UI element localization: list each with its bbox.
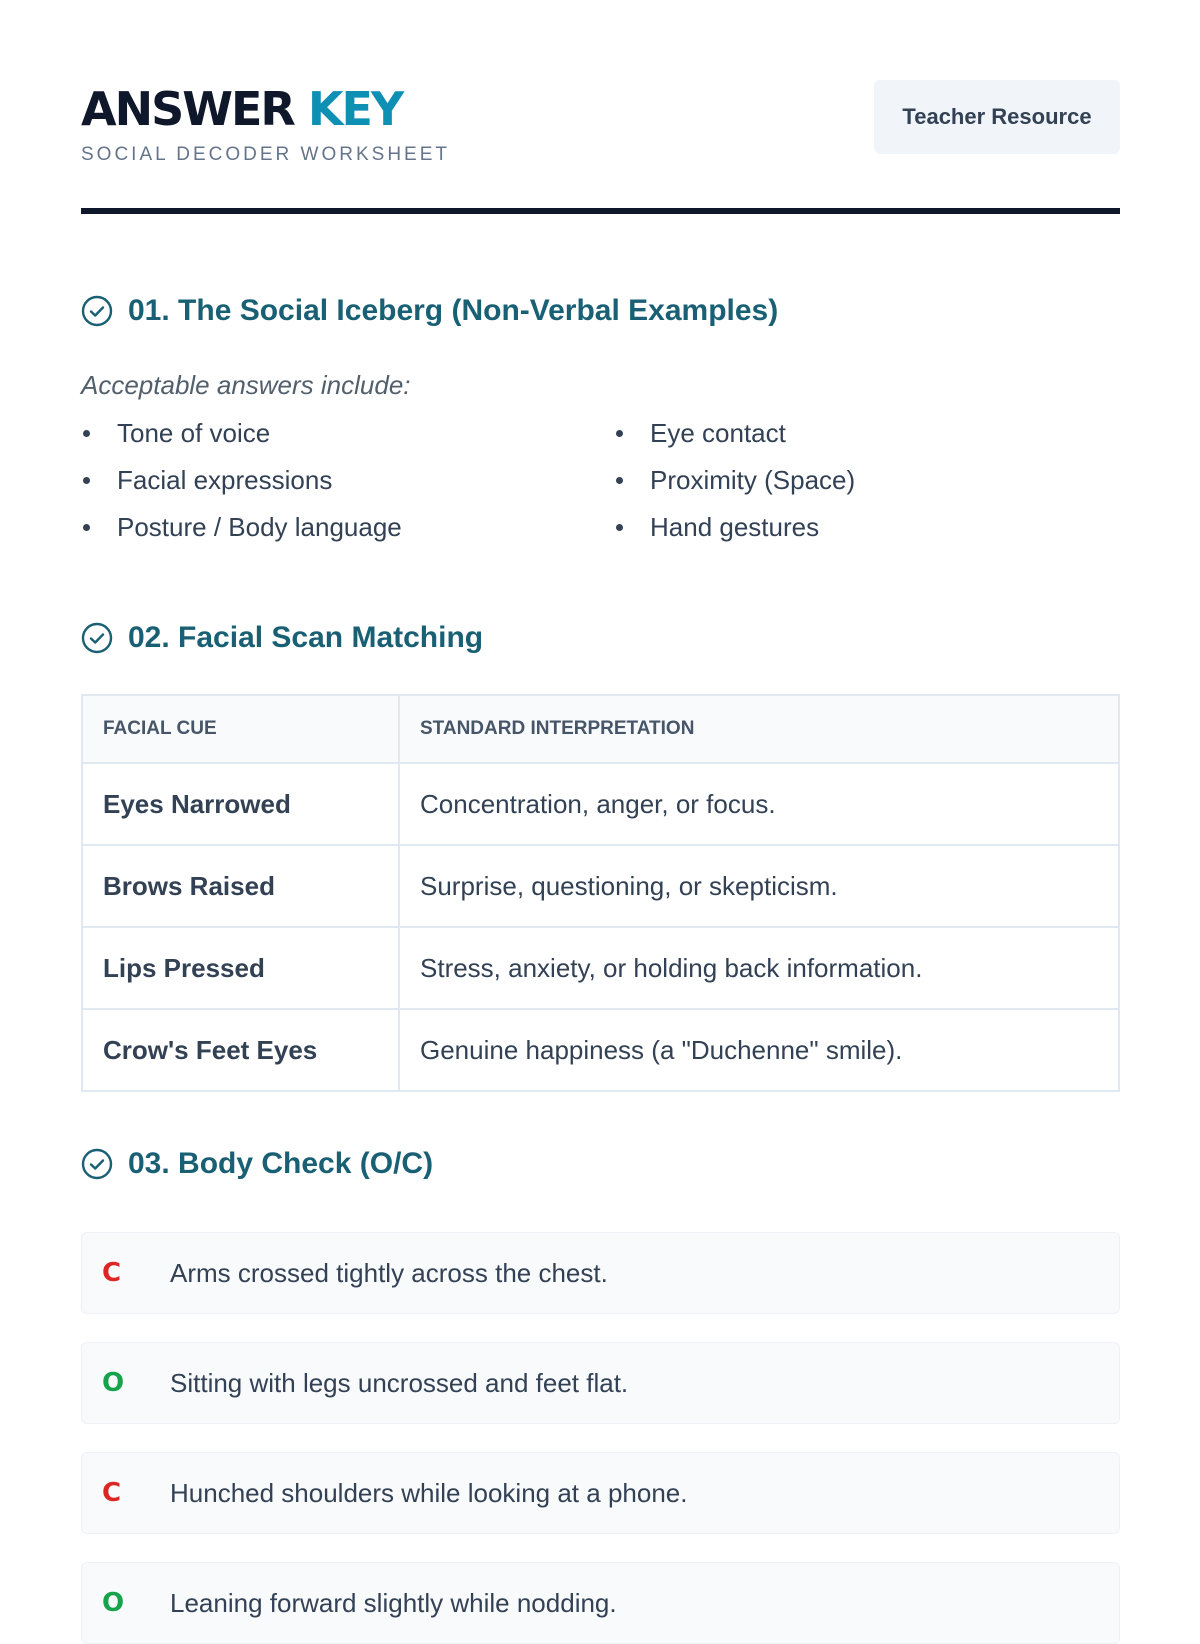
check-circle-icon (81, 295, 113, 327)
interpretation-cell: Concentration, anger, or focus. (399, 763, 1119, 845)
page-subtitle: SOCIAL DECODER WORKSHEET (81, 144, 451, 165)
item-text: Hunched shoulders while looking at a phone. (170, 1477, 688, 1508)
check-circle-icon (81, 622, 113, 654)
section-2-title (81, 618, 483, 658)
column-header-interpretation: STANDARD INTERPRETATION (399, 695, 1119, 763)
body-check-item (81, 1232, 1120, 1314)
table-row (82, 763, 1119, 845)
list-item: Proximity (Space) (614, 465, 855, 512)
body-check-item (81, 1562, 1120, 1644)
title-main: ANSWER (81, 82, 294, 136)
item-text: Leaning forward slightly while nodding. (170, 1587, 617, 1618)
list-item: Facial expressions (81, 465, 402, 512)
table-header-row (82, 695, 1119, 763)
table-row (82, 845, 1119, 927)
facial-cue-table (81, 694, 1120, 1092)
section-3-title (81, 1144, 433, 1184)
section-2-title-text: 02. Facial Scan Matching (128, 621, 484, 654)
cue-cell: Brows Raised (82, 845, 399, 927)
cue-cell: Eyes Narrowed (82, 763, 399, 845)
item-text: Sitting with legs uncrossed and feet flat. (170, 1367, 629, 1398)
interpretation-cell: Surprise, questioning, or skepticism. (399, 845, 1119, 927)
section-1-title (81, 291, 778, 331)
answer-letter: O (102, 1368, 125, 1398)
list-item: Tone of voice (81, 418, 402, 465)
column-header-cue: FACIAL CUE (82, 695, 399, 763)
table-row (82, 1009, 1119, 1091)
item-text: Arms crossed tightly across the chest. (170, 1257, 608, 1288)
list-item: Posture / Body language (81, 512, 402, 559)
table-row (82, 927, 1119, 1009)
body-check-item (81, 1342, 1120, 1424)
answer-letter: C (102, 1258, 122, 1288)
cue-cell: Lips Pressed (82, 927, 399, 1009)
body-check-item (81, 1452, 1120, 1534)
page-header (81, 80, 1120, 214)
answer-letter: C (102, 1478, 122, 1508)
list-item: Hand gestures (614, 512, 855, 559)
teacher-resource-badge: Teacher Resource (874, 80, 1120, 154)
section-3-title-text: 03. Body Check (O/C) (128, 1147, 434, 1180)
interpretation-cell: Stress, anxiety, or holding back information. (399, 927, 1119, 1009)
interpretation-cell: Genuine happiness (a "Duchenne" smile). (399, 1009, 1119, 1091)
page-title (81, 82, 403, 136)
section-1-title-text: 01. The Social Iceberg (Non-Verbal Examples) (128, 294, 779, 327)
check-circle-icon (81, 1148, 113, 1180)
acceptable-answers-intro: Acceptable answers include: (81, 370, 411, 400)
answers-left-list (81, 418, 402, 559)
list-item: Eye contact (614, 418, 855, 465)
answer-letter: O (102, 1588, 125, 1618)
cue-cell: Crow's Feet Eyes (82, 1009, 399, 1091)
title-accent: KEY (307, 82, 403, 136)
answers-right-list (614, 418, 855, 559)
